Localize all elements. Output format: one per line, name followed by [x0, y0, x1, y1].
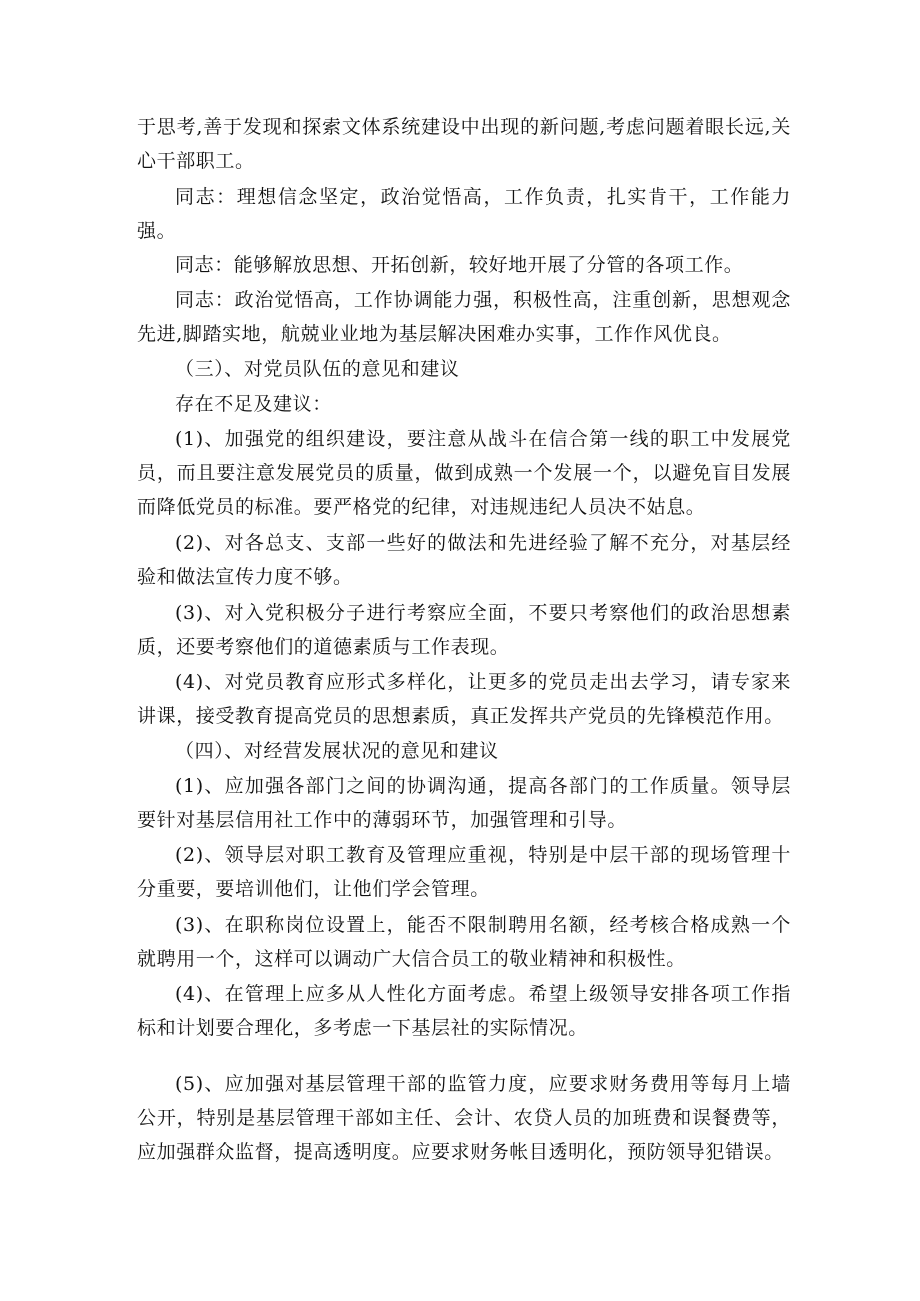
paragraph-shortcomings-intro: 存在不足及建议： [175, 393, 332, 415]
paragraph-party-item-2: (2)、对各总支、支部一些好的做法和先进经验了解不充分，对基层经验和做法宣传力度不够。 [137, 532, 791, 588]
paragraph-business-item-1: (1)、应加强各部门之间的协调沟通，提高各部门的工作质量。领导层要针对基层信用社工作中的薄弱环节，加强管理和引导。 [137, 775, 791, 831]
paragraph-business-item-4: (4)、在管理上应多从人性化方面考虑。希望上级领导安排各项工作指标和计划要合理化，多考虑一下基层社的实际情况。 [137, 983, 791, 1039]
section-heading-4: （四）、对经营发展状况的意见和建议 [175, 740, 499, 762]
paragraph-business-item-3: (3)、在职称岗位设置上，能否不限制聘用名额，经考核合格成熟一个就聘用一个，这样可以调动广大信合员工的敬业精神和积极性。 [137, 914, 791, 970]
paragraph-comrade-1: 同志：理想信念坚定，政治觉悟高，工作负责，扎实肯干，工作能力强。 [137, 186, 791, 242]
paragraph-party-item-3: (3)、对入党积极分子进行考察应全面，不要只考察他们的政治思想素质，还要考察他们的道德素质与工作表现。 [137, 602, 791, 658]
paragraph-comrade-3: 同志：政治觉悟高，工作协调能力强，积极性高，注重创新，思想观念先进,脚踏实地，航兢业业地为基层解决困难办实事，工作作风优良。 [137, 289, 791, 345]
paragraph-business-item-5: (5)、应加强对基层管理干部的监管力度，应要求财务费用等每月上墙公开，特别是基层管理干部如主任、会计、农贷人员的加班费和误餐费等，应加强群众监督，提高透明度。应要求财务帐目透明化，预防领导犯错误。 [137, 1073, 791, 1163]
paragraph-business-item-2: (2)、领导层对职工教育及管理应重视，特别是中层干部的现场管理十分重要，要培训他们，让他们学会管理。 [137, 844, 791, 900]
paragraph-continuation: 于思考,善于发现和探索文体系统建设中出现的新问题,考虑问题着眼长远,关心干部职工。 [137, 116, 791, 172]
paragraph-comrade-2: 同志：能够解放思想、开拓创新，较好地开展了分管的各项工作。 [175, 254, 744, 276]
paragraph-party-item-4: (4)、对党员教育应形式多样化，让更多的党员走出去学习，请专家来讲课，接受教育提高党员的思想素质，真正发挥共产党员的先锋模范作用。 [137, 671, 791, 727]
paragraph-party-item-1: (1)、加强党的组织建设，要注意从战斗在信合第一线的职工中发展党员，而且要注意发展党员的质量，做到成熟一个发展一个，以避免盲目发展而降低党员的标准。要严格党的纪律，对违规违纪人员决不姑息。 [137, 428, 791, 518]
section-heading-3: （三）、对党员队伍的意见和建议 [175, 358, 460, 380]
